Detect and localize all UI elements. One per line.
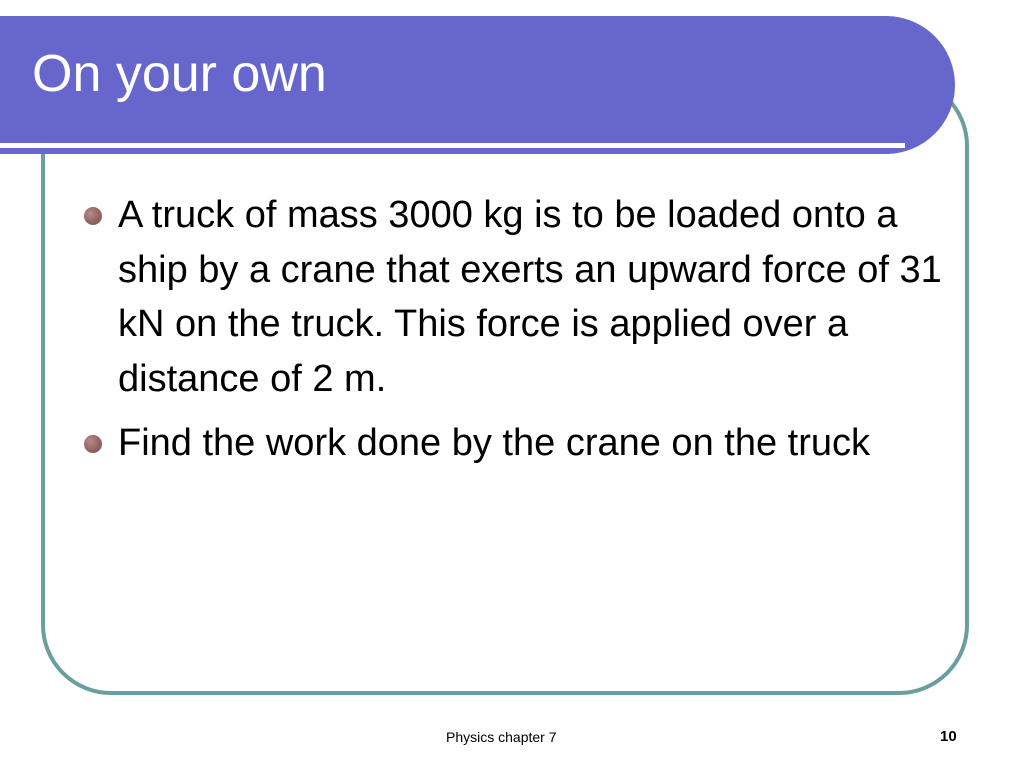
bullet-item-question [84, 416, 944, 471]
bullet-text: A truck of mass 3000 kg is to be loaded onto a ship by a crane that exerts an upward force of 31 kN on the truck. This force is applied over a distance of 2 m. [118, 194, 942, 400]
bullet-dot-icon [84, 207, 102, 225]
bullet-dot-icon [84, 435, 102, 453]
bullet-item-problem [84, 188, 944, 406]
bullet-text: Find the work done by the crane on the truck [118, 422, 870, 464]
page-number: 10 [940, 728, 957, 745]
slide-title: On your own [32, 45, 327, 103]
footer-text: Physics chapter 7 [446, 729, 557, 745]
title-underline [0, 143, 905, 148]
bullet-list [84, 188, 944, 481]
